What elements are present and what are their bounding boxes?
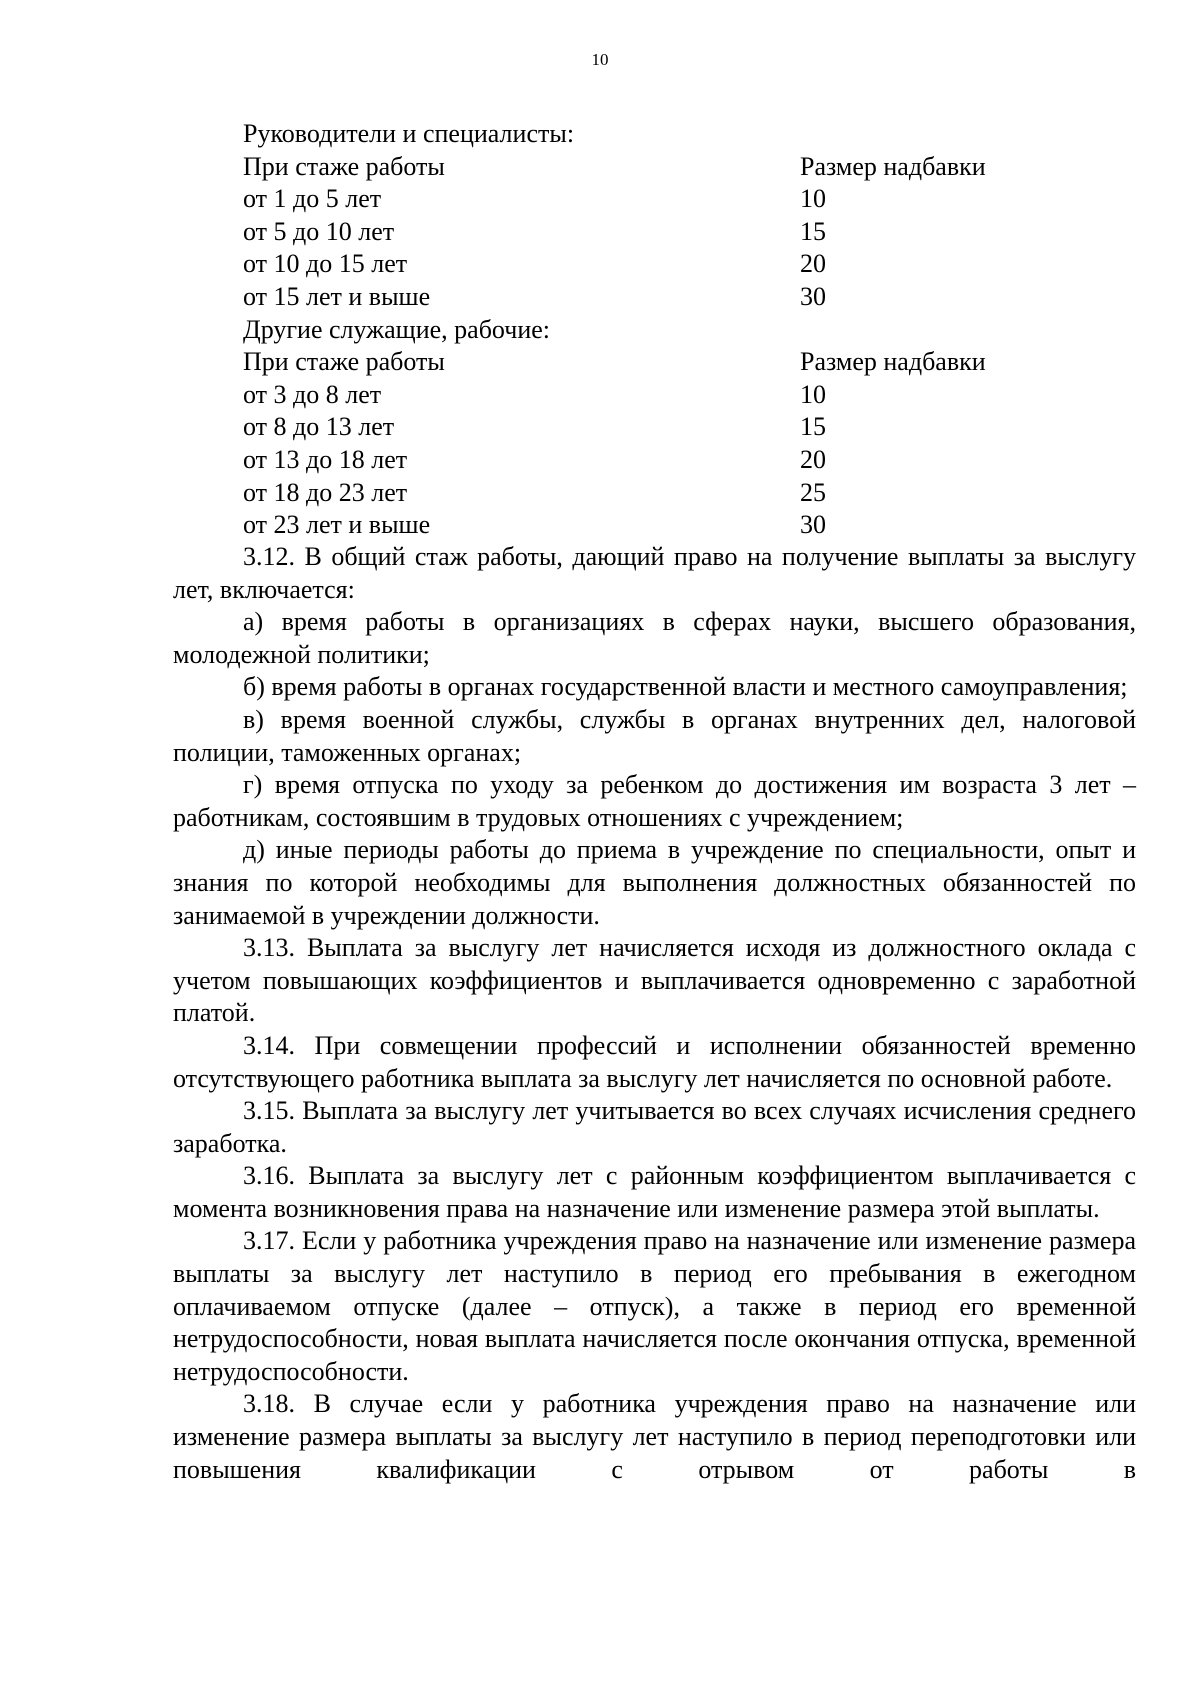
bonus-value: 25 <box>800 477 826 507</box>
bonus-value: 30 <box>800 281 826 311</box>
section-heading <box>243 118 1143 151</box>
table-row <box>243 379 1143 412</box>
table-row <box>243 444 1143 477</box>
paragraph-3-12: 3.12. В общий стаж работы, дающий право на получение выплаты за выслугу лет, включается: <box>173 542 1136 604</box>
bonus-value: 20 <box>800 444 826 474</box>
header-experience: При стаже работы <box>243 151 445 181</box>
bonus-value: 10 <box>800 379 826 409</box>
paragraph-item-g: г) время отпуска по уходу за ребенком до достижения им возраста 3 лет – работникам, состоявшим в трудовых отношениях с учреждением; <box>173 770 1136 832</box>
section-heading-text: Руководители и специалисты: <box>243 119 575 148</box>
bonus-value: 15 <box>800 216 826 246</box>
paragraph-item-v: в) время военной службы, службы в органах внутренних дел, налоговой полиции, таможенных органах; <box>173 704 1136 767</box>
section-heading <box>243 314 1143 347</box>
paragraph-item-b: б) время работы в органах государственной власти и местного самоуправления; <box>243 672 1128 702</box>
header-bonus-size: Размер надбавки <box>800 347 986 377</box>
bonus-value: 20 <box>800 249 826 279</box>
experience-range: от 3 до 8 лет <box>243 379 382 409</box>
table-row <box>243 281 1143 314</box>
table-row <box>243 477 1143 510</box>
header-bonus-size: Размер надбавки <box>800 151 986 181</box>
table-row <box>243 183 1143 216</box>
table-header-row <box>243 346 1143 379</box>
experience-range: от 5 до 10 лет <box>243 216 395 246</box>
table-row <box>243 248 1143 281</box>
table-header-row <box>243 151 1143 184</box>
experience-range: от 10 до 15 лет <box>243 249 408 279</box>
paragraph-3-14: 3.14. При совмещении профессий и исполнении обязанностей временно отсутствующего работника выплата за выслугу лет начисляется по основной работе. <box>173 1030 1136 1093</box>
table-row <box>243 509 1143 542</box>
paragraph-item-d: д) иные периоды работы до приема в учреждение по специальности, опыт и знания по которой необходимы для выполнения должностных обязанностей по занимаемой в учреждении должности. <box>173 835 1136 930</box>
bonus-value: 10 <box>800 184 826 214</box>
experience-range: от 18 до 23 лет <box>243 477 408 507</box>
paragraph-item-a: а) время работы в организациях в сферах науки, высшего образования, молодежной политики; <box>173 607 1136 669</box>
section-heading-text: Другие служащие, рабочие: <box>243 314 551 344</box>
paragraph-3-13: 3.13. Выплата за выслугу лет начисляется исходя из должностного оклада с учетом повышающих коэффициентов и выплачивается одновременно с заработной платой. <box>173 933 1136 1028</box>
experience-range: от 23 лет и выше <box>243 510 431 540</box>
header-experience: При стаже работы <box>243 347 445 377</box>
table-row <box>243 411 1143 444</box>
document-body <box>173 541 1136 1486</box>
experience-range: от 8 до 13 лет <box>243 412 395 442</box>
page-number: 10 <box>591 50 609 69</box>
seniority-bonus-table <box>243 118 1143 542</box>
paragraph-3-17: 3.17. Если у работника учреждения право на назначение или изменение размера выплаты за выслугу лет наступило в период его пребывания в ежегодном оплачиваемом отпуске (далее – отпуск), а также в период его временной нетрудоспособности, новая выплата начисляется после окончания отпуска, временной нетрудоспособности. <box>173 1226 1136 1386</box>
experience-range: от 13 до 18 лет <box>243 444 408 474</box>
paragraph-3-15: 3.15. Выплата за выслугу лет учитывается во всех случаях исчисления среднего заработка. <box>173 1096 1136 1158</box>
experience-range: от 15 лет и выше <box>243 281 431 311</box>
paragraph-3-16: 3.16. Выплата за выслугу лет с районным коэффициентом выплачивается с момента возникновения права на назначение или изменение размера этой выплаты. <box>173 1161 1136 1223</box>
bonus-value: 15 <box>800 412 826 442</box>
table-row <box>243 216 1143 249</box>
bonus-value: 30 <box>800 510 826 540</box>
experience-range: от 1 до 5 лет <box>243 184 382 214</box>
paragraph-3-18: 3.18. В случае если у работника учреждения право на назначение или изменение размера выплаты за выслугу лет наступило в период переподготовки или повышения квалификации с отрывом от работы в <box>173 1389 1136 1484</box>
